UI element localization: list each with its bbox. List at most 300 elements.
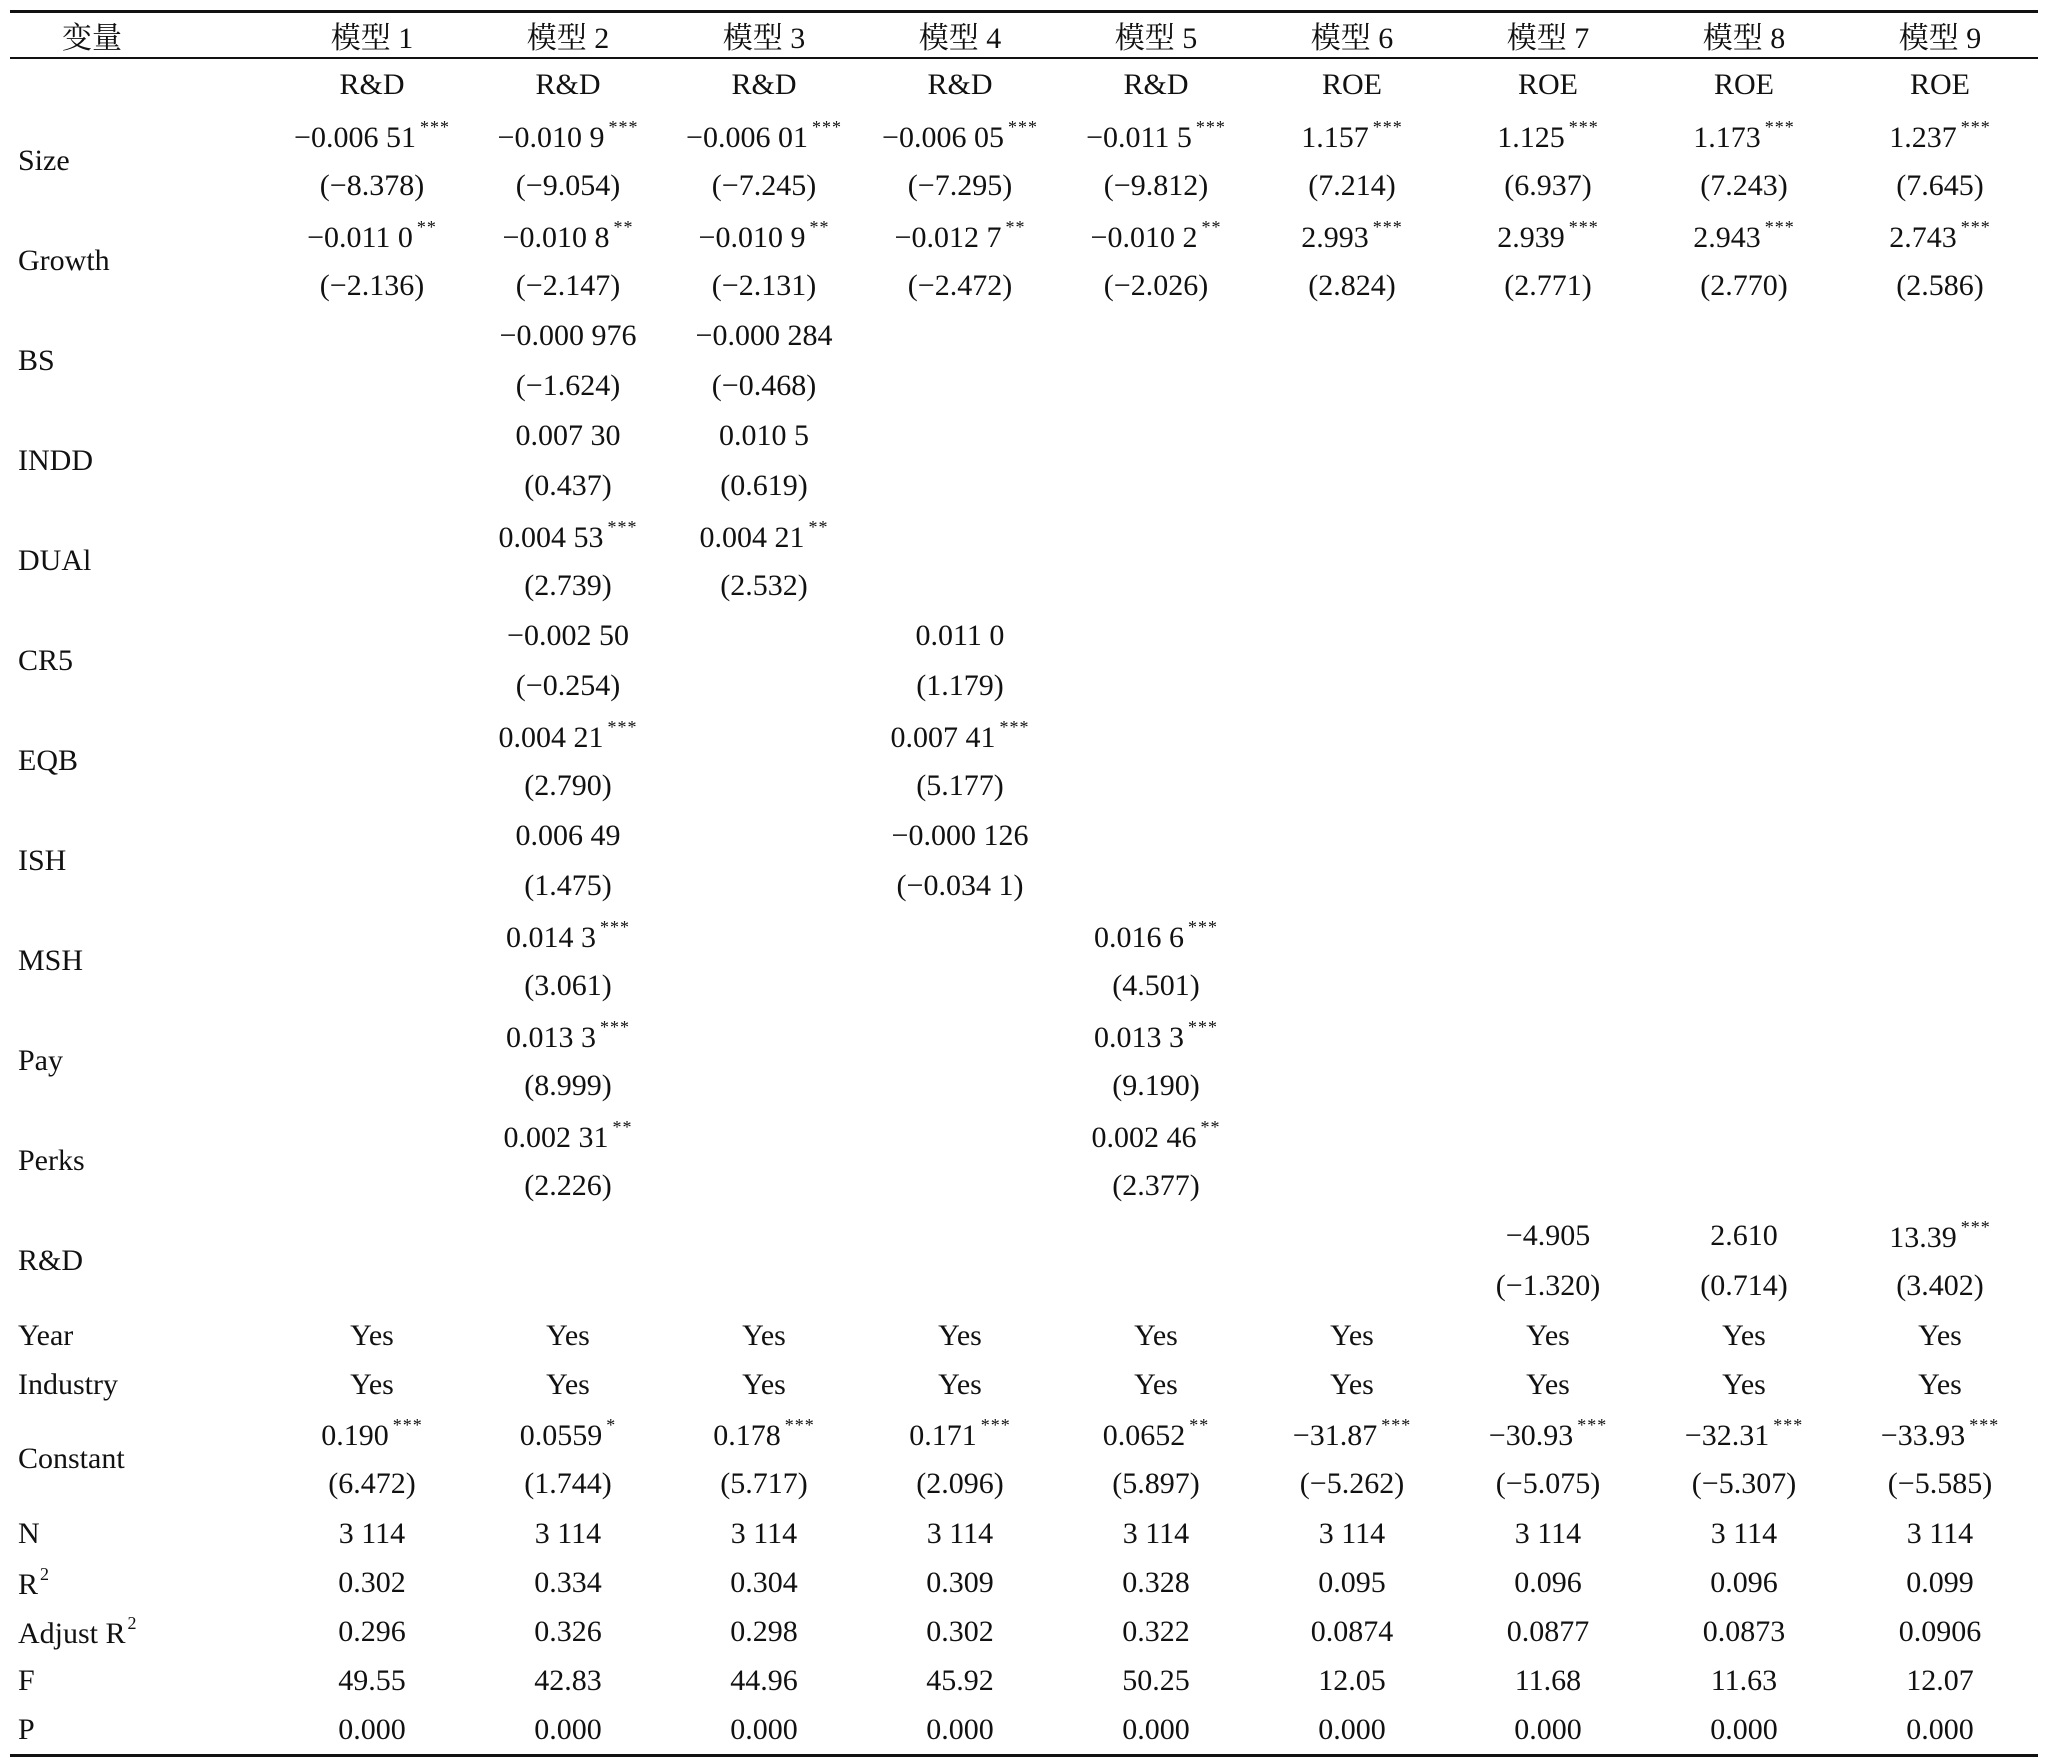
model-header: 模型 5	[1114, 22, 1198, 55]
coef-cell	[470, 911, 666, 961]
value-cell: 0.0877	[1506, 1614, 1590, 1648]
t-stat-cell	[1646, 1459, 1842, 1509]
coef-value: 0.007 30	[515, 419, 621, 452]
coef-value-wrap	[1092, 1117, 1221, 1155]
coef-value-wrap	[1685, 1415, 1803, 1453]
coef-cell	[1254, 411, 1450, 461]
significance-stars: ***	[1568, 217, 1599, 237]
coef-cell	[666, 1211, 862, 1261]
value-cell: 0.0906	[1898, 1614, 1982, 1648]
coef-value-wrap	[294, 117, 450, 155]
value-cell: R&D	[1123, 68, 1189, 101]
t-stat-cell	[1450, 961, 1646, 1011]
coef-cell	[274, 1011, 470, 1061]
row-label	[10, 1607, 274, 1656]
coef-cell	[274, 411, 470, 461]
coef-cell	[274, 711, 470, 761]
t-stat-cell	[862, 761, 1058, 811]
coef-value: 0.171	[909, 1419, 977, 1452]
t-stat-cell	[666, 561, 862, 611]
coef-value-wrap	[1506, 1219, 1590, 1253]
coef-cell	[274, 811, 470, 861]
row-label: Year	[18, 1318, 74, 1352]
control-row	[10, 1311, 2038, 1360]
t-stat-cell	[1646, 461, 1842, 511]
t-stat-cell	[274, 461, 470, 511]
coef-cell	[1254, 611, 1450, 661]
value-cell: 0.0873	[1702, 1614, 1786, 1648]
t-stat: (−5.585)	[1887, 1467, 1993, 1500]
value-cell: 3 114	[1122, 1516, 1190, 1550]
t-stat-cell	[1254, 561, 1450, 611]
coef-cell	[1842, 511, 2038, 561]
t-stat-cell	[1646, 261, 1842, 311]
row-label: EQB	[18, 744, 78, 777]
coef-value: −4.905	[1505, 1219, 1591, 1252]
t-stat-cell	[1058, 1161, 1254, 1211]
value-cell: 42.83	[534, 1663, 602, 1697]
value-cell: 3 114	[730, 1516, 798, 1550]
t-stat-cell	[1058, 461, 1254, 511]
coef-cell	[274, 211, 470, 261]
t-stat: (2.377)	[1112, 1169, 1200, 1202]
coef-cell	[1058, 1111, 1254, 1161]
t-stat-cell	[1254, 1061, 1450, 1111]
t-stat: (7.243)	[1700, 169, 1788, 202]
t-stat-cell	[1254, 261, 1450, 311]
value-cell: 0.302	[926, 1614, 994, 1648]
value-cell: Yes	[1330, 1318, 1374, 1352]
coef-cell	[470, 1211, 666, 1261]
t-stat: (7.645)	[1896, 169, 1984, 202]
coef-value: 0.011 0	[915, 619, 1005, 652]
significance-stars: *	[606, 1415, 617, 1435]
value-cell: 0.326	[534, 1614, 602, 1648]
t-stat-cell	[1254, 1459, 1450, 1509]
t-stat: (−7.295)	[907, 169, 1013, 202]
variable-coef-row	[10, 211, 2038, 261]
coef-cell	[1646, 1211, 1842, 1261]
coef-cell	[274, 311, 470, 361]
coef-cell	[666, 311, 862, 361]
t-stat-cell	[1450, 461, 1646, 511]
coef-value-wrap	[1497, 217, 1599, 255]
t-stat-cell	[1450, 261, 1646, 311]
coef-value-wrap	[321, 1415, 423, 1453]
significance-stars: ***	[1960, 1217, 1991, 1237]
value-cell: 45.92	[926, 1663, 994, 1697]
value-cell: Yes	[1134, 1367, 1178, 1401]
coef-cell	[666, 1011, 862, 1061]
t-stat-cell	[1450, 161, 1646, 211]
significance-stars: **	[808, 517, 829, 537]
coef-value-wrap	[916, 619, 1005, 653]
significance-stars: ***	[600, 917, 630, 937]
t-stat-cell	[1646, 561, 1842, 611]
coef-cell	[470, 1011, 666, 1061]
coef-value-wrap	[1889, 217, 1991, 255]
t-stat-cell	[274, 361, 470, 411]
coef-value-wrap	[909, 1415, 1011, 1453]
row-label	[10, 1509, 274, 1558]
value-cell: 12.07	[1906, 1663, 1974, 1697]
t-stat-cell	[666, 461, 862, 511]
value-cell: Yes	[1134, 1318, 1178, 1352]
significance-stars: **	[613, 217, 634, 237]
coef-cell	[1254, 311, 1450, 361]
statistic-superscript: 2	[127, 1612, 137, 1633]
significance-stars: **	[612, 1117, 633, 1137]
t-stat-cell	[862, 261, 1058, 311]
t-stat-cell	[274, 1161, 470, 1211]
t-stat-cell	[1842, 1459, 2038, 1509]
t-stat: (−1.624)	[515, 369, 621, 402]
coef-value-wrap	[498, 117, 639, 155]
coef-cell	[1254, 711, 1450, 761]
coef-cell	[470, 411, 666, 461]
value-cell: 0.000	[470, 1705, 666, 1756]
value-cell: Yes	[938, 1367, 982, 1401]
t-stat: (−2.147)	[515, 269, 621, 302]
t-stat-cell	[1254, 361, 1450, 411]
t-stat: (7.214)	[1308, 169, 1396, 202]
t-stat-cell	[1450, 1261, 1646, 1311]
significance-stars: ***	[1969, 1415, 2000, 1435]
t-stat-cell	[470, 1459, 666, 1509]
t-stat-cell	[1058, 1061, 1254, 1111]
constant-coef-row	[10, 1409, 2038, 1459]
significance-stars: ***	[1372, 217, 1403, 237]
significance-stars: ***	[1764, 217, 1795, 237]
coef-value: −31.87	[1292, 1419, 1378, 1452]
coef-value: 0.0652	[1102, 1419, 1186, 1452]
coef-cell	[1254, 511, 1450, 561]
coef-value-wrap	[1881, 1415, 1999, 1453]
t-stat-cell	[862, 1261, 1058, 1311]
coef-cell	[862, 811, 1058, 861]
coef-value: −0.000 976	[499, 319, 637, 352]
coef-value: −0.006 01	[686, 121, 808, 154]
t-stat: (4.501)	[1112, 969, 1200, 1002]
t-stat-cell	[1646, 361, 1842, 411]
coef-cell	[666, 911, 862, 961]
value-cell: 0.099	[1906, 1565, 1974, 1599]
coef-value-wrap	[516, 419, 621, 453]
coef-value: 1.157	[1301, 121, 1369, 154]
t-stat-cell	[862, 361, 1058, 411]
significance-stars: ***	[1960, 217, 1991, 237]
significance-stars: ***	[607, 717, 638, 737]
value-cell: Yes	[1918, 1318, 1962, 1352]
t-stat-cell	[1646, 1161, 1842, 1211]
t-stat-cell	[1254, 161, 1450, 211]
coef-cell	[470, 711, 666, 761]
variable-coef-row	[10, 611, 2038, 661]
coef-value-wrap	[1301, 117, 1403, 155]
t-stat-cell	[274, 1459, 470, 1509]
coef-value: −0.010 9	[698, 221, 806, 254]
value-cell: 0.000	[1254, 1705, 1450, 1756]
coef-cell	[274, 1211, 470, 1261]
variable-coef-row	[10, 511, 2038, 561]
significance-stars: **	[1189, 1415, 1210, 1435]
coef-value-wrap	[520, 1415, 617, 1453]
header-row	[10, 12, 2038, 59]
coef-cell	[470, 111, 666, 161]
significance-stars: ***	[1773, 1415, 1804, 1435]
coef-value-wrap	[1489, 1415, 1607, 1453]
statistic-name: Adjust R	[18, 1616, 126, 1650]
significance-stars: ***	[811, 117, 842, 137]
value-cell: Yes	[742, 1367, 786, 1401]
t-stat-cell	[274, 261, 470, 311]
t-stat-cell	[274, 1261, 470, 1311]
t-stat: (8.999)	[524, 1069, 612, 1102]
t-stat-cell	[1646, 1261, 1842, 1311]
t-stat-cell	[1058, 1459, 1254, 1509]
coef-cell	[1058, 211, 1254, 261]
coef-cell	[1842, 1211, 2038, 1261]
constant-tstat-row	[10, 1459, 2038, 1509]
row-label: BS	[18, 344, 55, 377]
coef-cell	[1058, 811, 1254, 861]
significance-stars: **	[1200, 1117, 1221, 1137]
t-stat-cell	[274, 561, 470, 611]
coef-cell	[1058, 111, 1254, 161]
value-cell: ROE	[1910, 68, 1970, 101]
value-cell: Yes	[742, 1318, 786, 1352]
coef-value: −0.000 126	[891, 819, 1029, 852]
coef-cell	[1646, 311, 1842, 361]
coef-value: 0.010 5	[719, 419, 809, 452]
t-stat-cell	[1842, 961, 2038, 1011]
coef-value-wrap	[696, 319, 833, 353]
value-cell: Yes	[350, 1367, 394, 1401]
t-stat: (3.402)	[1896, 1269, 1984, 1302]
t-stat-cell	[1058, 361, 1254, 411]
variable-coef-row	[10, 1211, 2038, 1261]
coef-value: −0.000 284	[695, 319, 833, 352]
t-stat-cell	[1450, 561, 1646, 611]
t-stat: (6.472)	[328, 1467, 416, 1500]
variable-coef-row	[10, 311, 2038, 361]
t-stat-cell	[470, 1061, 666, 1111]
coef-cell	[862, 911, 1058, 961]
coef-cell	[470, 211, 666, 261]
t-stat-cell	[1058, 861, 1254, 911]
coef-cell	[1842, 411, 2038, 461]
t-stat-cell	[1058, 561, 1254, 611]
statistic-row	[10, 1509, 2038, 1558]
t-stat-cell	[666, 361, 862, 411]
coef-value-wrap	[699, 217, 830, 255]
statistic-row	[10, 1705, 2038, 1756]
t-stat-cell	[470, 661, 666, 711]
coef-value-wrap	[1094, 1017, 1218, 1055]
coef-cell	[1058, 411, 1254, 461]
coef-cell	[1842, 611, 2038, 661]
t-stat-cell	[1842, 1061, 2038, 1111]
value-cell: 0.0874	[1310, 1614, 1394, 1648]
coef-value: −33.93	[1880, 1419, 1966, 1452]
t-stat: (5.717)	[720, 1467, 808, 1500]
significance-stars: **	[1005, 217, 1026, 237]
coef-cell	[862, 711, 1058, 761]
t-stat: (1.744)	[524, 1467, 612, 1500]
coef-value-wrap	[686, 117, 842, 155]
t-stat-cell	[1254, 661, 1450, 711]
value-cell: Yes	[546, 1318, 590, 1352]
variable-coef-row	[10, 1011, 2038, 1061]
t-stat: (0.619)	[720, 469, 808, 502]
t-stat-cell	[1842, 1261, 2038, 1311]
t-stat-cell	[666, 1061, 862, 1111]
value-cell: 3 114	[1514, 1516, 1582, 1550]
coef-value-wrap	[700, 517, 829, 555]
variable-tstat-row	[10, 461, 2038, 511]
variable-tstat-row	[10, 861, 2038, 911]
significance-stars: ***	[999, 717, 1030, 737]
significance-stars: ***	[607, 517, 638, 537]
coef-cell	[1842, 311, 2038, 361]
dependent-variable-row	[10, 58, 2038, 111]
row-label: INDD	[18, 444, 93, 477]
coef-value: −30.93	[1488, 1419, 1574, 1452]
significance-stars: ***	[1007, 117, 1038, 137]
variable-tstat-row	[10, 1061, 2038, 1111]
coef-cell	[1842, 1011, 2038, 1061]
coef-cell	[1450, 111, 1646, 161]
significance-stars: ***	[419, 117, 450, 137]
t-stat-cell	[274, 961, 470, 1011]
t-stat-cell	[862, 961, 1058, 1011]
t-stat-cell	[470, 761, 666, 811]
coef-cell	[274, 511, 470, 561]
coef-value: −32.31	[1684, 1419, 1770, 1452]
variable-tstat-row	[10, 161, 2038, 211]
value-cell: 11.68	[1514, 1663, 1582, 1697]
coef-value-wrap	[1091, 217, 1222, 255]
coef-value-wrap	[1301, 217, 1403, 255]
row-label: ISH	[18, 844, 67, 877]
coef-cell	[1450, 1211, 1646, 1261]
value-cell: R&D	[339, 68, 405, 101]
t-stat-cell	[1450, 661, 1646, 711]
variable-coef-row	[10, 811, 2038, 861]
value-cell: Yes	[1330, 1367, 1374, 1401]
statistic-superscript: 2	[40, 1563, 50, 1584]
coef-value: 0.013 3	[506, 1021, 596, 1054]
t-stat-cell	[1646, 761, 1842, 811]
significance-stars: ***	[1381, 1415, 1412, 1435]
statistic-row	[10, 1607, 2038, 1656]
variable-coef-row	[10, 111, 2038, 161]
model-header: 模型 9	[1898, 22, 1982, 55]
coef-value: 2.943	[1693, 221, 1761, 254]
variable-tstat-row	[10, 661, 2038, 711]
coef-cell	[1254, 911, 1450, 961]
coef-value-wrap	[503, 217, 634, 255]
t-stat-cell	[470, 1261, 666, 1311]
coef-value-wrap	[895, 217, 1026, 255]
value-cell: 3 114	[1906, 1516, 1974, 1550]
coef-cell	[1646, 711, 1842, 761]
coef-value-wrap	[1889, 1217, 1991, 1255]
value-cell: 44.96	[730, 1663, 798, 1697]
significance-stars: ***	[1372, 117, 1403, 137]
coef-cell	[862, 1111, 1058, 1161]
coef-cell	[1058, 911, 1254, 961]
value-cell: 0.302	[338, 1565, 406, 1599]
coef-value: 0.004 21	[498, 721, 604, 754]
significance-stars: **	[809, 217, 830, 237]
coef-value: 1.173	[1693, 121, 1761, 154]
t-stat-cell	[470, 1161, 666, 1211]
value-cell: 0.304	[730, 1565, 798, 1599]
coef-cell	[1254, 1011, 1450, 1061]
variable-tstat-row	[10, 1161, 2038, 1211]
t-stat-cell	[1450, 1061, 1646, 1111]
coef-cell	[470, 611, 666, 661]
t-stat: (1.179)	[916, 669, 1004, 702]
coef-cell	[666, 1111, 862, 1161]
t-stat: (−0.034 1)	[896, 869, 1024, 902]
t-stat-cell	[1646, 861, 1842, 911]
t-stat: (3.061)	[524, 969, 612, 1002]
coef-cell	[1646, 111, 1842, 161]
regression-table	[10, 10, 2038, 1757]
coef-value: 0.006 49	[515, 819, 621, 852]
value-cell: Yes	[1526, 1318, 1570, 1352]
t-stat-cell	[470, 261, 666, 311]
t-stat-cell	[666, 861, 862, 911]
value-cell: 3 114	[338, 1516, 406, 1550]
coef-value: 0.190	[321, 1419, 389, 1452]
t-stat-cell	[862, 661, 1058, 711]
value-cell: 3 114	[1318, 1516, 1386, 1550]
t-stat-cell	[1646, 961, 1842, 1011]
variable-tstat-row	[10, 261, 2038, 311]
coef-value: 13.39	[1889, 1221, 1957, 1254]
t-stat-cell	[862, 1161, 1058, 1211]
coef-value: 2.939	[1497, 221, 1565, 254]
value-cell: 0.000	[1646, 1705, 1842, 1756]
variable-tstat-row	[10, 961, 2038, 1011]
t-stat: (−0.468)	[711, 369, 817, 402]
t-stat-cell	[666, 661, 862, 711]
coef-value: −0.006 51	[294, 121, 416, 154]
t-stat-cell	[1058, 261, 1254, 311]
coef-value-wrap	[499, 517, 638, 555]
coef-value-wrap	[713, 1415, 815, 1453]
coef-cell	[1450, 811, 1646, 861]
t-stat: (2.739)	[524, 569, 612, 602]
coef-value-wrap	[1693, 217, 1795, 255]
value-cell: 0.328	[1122, 1565, 1190, 1599]
t-stat: (2.226)	[524, 1169, 612, 1202]
coef-cell	[1254, 111, 1450, 161]
row-label	[10, 1656, 274, 1705]
coef-cell	[1254, 211, 1450, 261]
significance-stars: ***	[980, 1415, 1011, 1435]
coef-value-wrap	[499, 717, 638, 755]
t-stat: (2.771)	[1504, 269, 1592, 302]
value-cell: 0.296	[338, 1614, 406, 1648]
value-cell: Yes	[938, 1318, 982, 1352]
value-cell: Yes	[1722, 1367, 1766, 1401]
row-label: Growth	[18, 244, 110, 277]
t-stat-cell	[1842, 561, 2038, 611]
